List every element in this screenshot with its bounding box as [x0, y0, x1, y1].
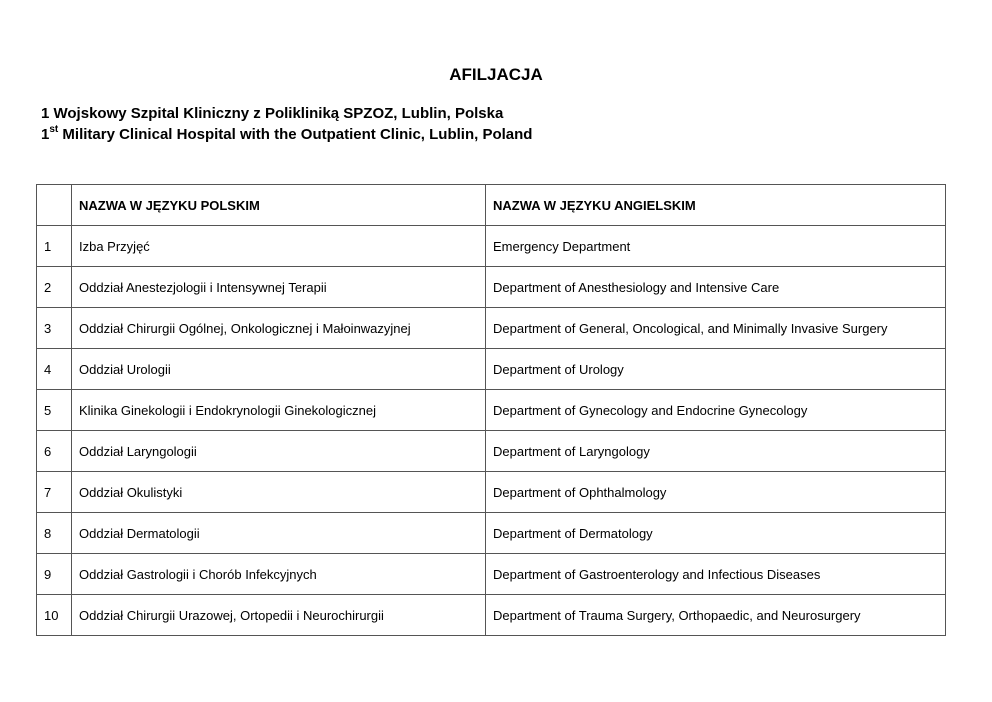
english-name-cell: Department of Trauma Surgery, Orthopaedic, and Neurosurgery — [486, 595, 946, 636]
row-number: 8 — [37, 513, 72, 554]
document-title: AFILJACJA — [449, 65, 543, 84]
polish-name-cell: Klinika Ginekologii i Endokrynologii Ginekologicznej — [72, 390, 486, 431]
table-row — [37, 431, 946, 472]
polish-name-cell: Oddział Urologii — [72, 349, 486, 390]
polish-name-cell: Izba Przyjęć — [72, 226, 486, 267]
english-name-cell: Department of Anesthesiology and Intensive Care — [486, 267, 946, 308]
row-number: 4 — [37, 349, 72, 390]
table-row — [37, 349, 946, 390]
row-number: 3 — [37, 308, 72, 349]
row-number: 9 — [37, 554, 72, 595]
english-name-cell: Department of Gynecology and Endocrine Gynecology — [486, 390, 946, 431]
table-row — [37, 472, 946, 513]
affiliation-english-ordinal-suffix: st — [49, 124, 59, 135]
polish-name-cell: Oddział Chirurgii Ogólnej, Onkologicznej i Małoinwazyjnej — [72, 308, 486, 349]
polish-name-cell: Oddział Dermatologii — [72, 513, 486, 554]
polish-name-cell: Oddział Laryngologii — [72, 431, 486, 472]
affiliation-polish: 1 Wojskowy Szpital Kliniczny z Polikliniką SPZOZ, Lublin, Polska — [41, 105, 504, 122]
english-name-cell: Department of General, Oncological, and Minimally Invasive Surgery — [486, 308, 946, 349]
table-row — [37, 390, 946, 431]
polish-name-cell: Oddział Okulistyki — [72, 472, 486, 513]
header-english-name: NAZWA W JĘZYKU ANGIELSKIM — [486, 185, 946, 226]
polish-name-cell: Oddział Anestezjologii i Intensywnej Terapii — [72, 267, 486, 308]
english-name-cell: Department of Dermatology — [486, 513, 946, 554]
table-header-row — [37, 185, 946, 226]
table-row — [37, 513, 946, 554]
english-name-cell: Department of Laryngology — [486, 431, 946, 472]
english-name-cell: Department of Gastroenterology and Infectious Diseases — [486, 554, 946, 595]
table-row — [37, 267, 946, 308]
header-number — [37, 185, 72, 226]
header-polish-name: NAZWA W JĘZYKU POLSKIM — [72, 185, 486, 226]
row-number: 1 — [37, 226, 72, 267]
english-name-cell: Emergency Department — [486, 226, 946, 267]
table-row — [37, 554, 946, 595]
affiliation-english-number: 1 — [41, 126, 50, 143]
polish-name-cell: Oddział Chirurgii Urazowej, Ortopedii i Neurochirurgii — [72, 595, 486, 636]
english-name-cell: Department of Urology — [486, 349, 946, 390]
row-number: 2 — [37, 267, 72, 308]
table-body — [37, 226, 946, 636]
departments-table — [36, 184, 946, 636]
polish-name-cell: Oddział Gastrologii i Chorób Infekcyjnych — [72, 554, 486, 595]
row-number: 7 — [37, 472, 72, 513]
row-number: 6 — [37, 431, 72, 472]
affiliation-english-text: Military Clinical Hospital with the Outpatient Clinic, Lublin, Poland — [58, 126, 533, 143]
row-number: 10 — [37, 595, 72, 636]
table-row — [37, 308, 946, 349]
row-number: 5 — [37, 390, 72, 431]
table-row — [37, 595, 946, 636]
english-name-cell: Department of Ophthalmology — [486, 472, 946, 513]
table-row — [37, 226, 946, 267]
affiliation-english — [41, 125, 532, 145]
